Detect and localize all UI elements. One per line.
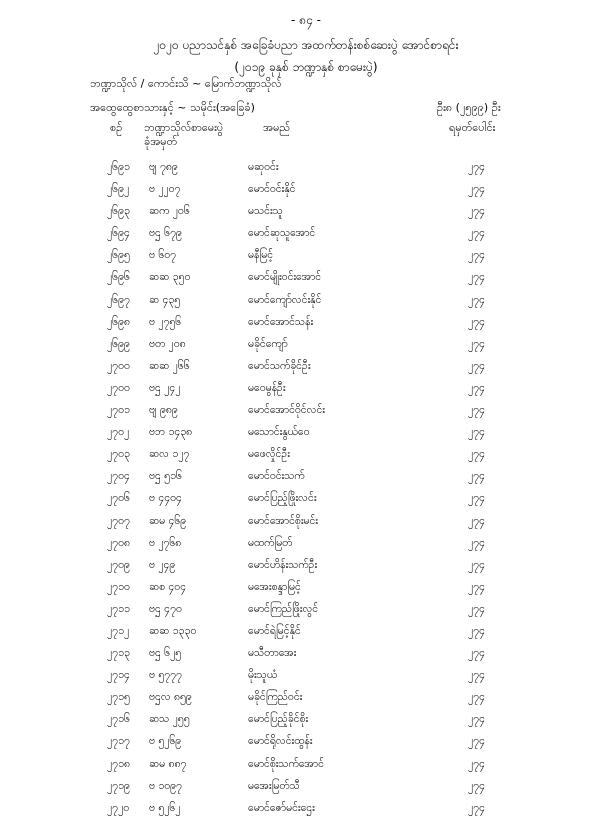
table-row: [0, 338, 612, 360]
candidate-name: မောင်ပြည့်ဖြိုးလင်း: [248, 492, 317, 505]
candidate-name: မဖေလှိုင်ဦး: [248, 448, 290, 461]
row-number: ၂၇၀၆: [107, 492, 130, 505]
table-row: [0, 294, 612, 316]
candidate-name: မောင်ဆုသူအောင်: [248, 227, 316, 240]
seat-number: ဗ ၄၄၀၄: [149, 492, 182, 505]
table-row: [0, 470, 612, 492]
row-number: ၂၆၉၉: [107, 337, 130, 350]
row-number: ၂၇၁၄: [107, 669, 130, 682]
candidate-name: မောင်ဝင်းသက်: [248, 470, 305, 483]
seat-number: ဗ ၂၄၉: [149, 558, 176, 571]
total-mark: ၂၇၄: [468, 757, 485, 770]
row-number: ၂၆၉၂: [107, 183, 130, 196]
seat-number: ဆမ ၄၆၉: [149, 514, 187, 527]
seat-number: ဆမ ၈၈၇: [149, 757, 187, 770]
seat-number: ဆဆ ၂၆၆: [149, 359, 190, 372]
candidate-name: မဆုဝင်း: [248, 161, 279, 173]
seat-number: ဆစ ၄၀၄: [149, 580, 187, 593]
seat-number: ဗဌ ၄၇၀: [149, 602, 182, 615]
total-mark: ၂၇၄: [468, 691, 485, 704]
row-number: ၂၆၉၃: [107, 205, 130, 218]
total-mark: ၂၇၄: [468, 624, 485, 637]
candidate-name: မောင်ရိုလင်းထွန်း: [248, 735, 313, 748]
seat-number: ဆ ၄၃၅: [149, 293, 181, 306]
seat-number: ဆလ ၁၂၇: [149, 448, 190, 461]
table-row: [0, 183, 612, 205]
table-row: [0, 559, 612, 581]
candidate-name: မထက်မြတ်: [248, 536, 293, 549]
document-subtitle: (၂၀၁၉ ခုနှစ် ဘဏ္ဍာနှစ် စာမေးပွဲ): [234, 60, 378, 74]
table-row: [0, 404, 612, 426]
candidate-name: မခိုင်ကျော်: [248, 337, 288, 350]
total-mark: ၂၇၄: [468, 448, 485, 461]
row-number: ၂၆၉၇: [107, 293, 130, 306]
seat-number: ဗ ၂၇၆၈: [149, 536, 182, 549]
seat-number: ဆဆ ၃၅၀: [149, 271, 191, 284]
seat-number: ဗတ ၂၀၈: [149, 337, 186, 350]
total-mark: ၂၇၄: [468, 470, 485, 483]
total-mark: ၂၇၄: [468, 558, 485, 571]
total-mark: ၂၇၄: [468, 183, 485, 196]
seat-number: ဆသ ၂၅၅: [149, 713, 190, 726]
row-number: ၂၇၁၃: [107, 647, 130, 660]
total-mark: ၂၇၄: [468, 426, 485, 439]
document-title: ၂၀၂၀ ပညာသင်နှစ် အခြေခံပညာ အထက်တန်းစစ်ဆေးပွဲ အောင်စာရင်း: [153, 38, 459, 52]
candidate-name: မနီမြင့်: [248, 249, 274, 262]
candidate-name: မောင်မျိုးဝင်းအောင်: [248, 271, 322, 284]
candidate-name: မောင်ကြည်ဖြိုးလွင်: [248, 602, 319, 615]
row-number: ၂၇၁၇: [107, 735, 130, 748]
candidate-name: မိုးသူယံ: [248, 669, 278, 682]
candidate-name: မောင်ဇော်မင်းဌေး: [248, 801, 315, 814]
row-number: ၂၇၀၁: [107, 404, 130, 417]
row-number: ၂၇၁၀: [107, 580, 130, 593]
row-number: ၂၇၀၈: [107, 536, 130, 549]
candidate-name: မသင်းသူ: [248, 205, 283, 218]
seat-number: ဗဌ ၆၇၉: [149, 227, 182, 240]
candidate-name: မောင်ရဲမြင့်နိုင်: [248, 624, 301, 637]
total-mark: ၂၇၄: [468, 536, 485, 549]
total-mark: ၂၇၄: [468, 669, 485, 682]
table-row: [0, 537, 612, 559]
row-number: ၂၇၁၂: [107, 624, 130, 637]
total-mark: ၂၇၄: [468, 647, 485, 660]
table-row: [0, 625, 612, 647]
table-row: [0, 780, 612, 802]
table-row: [0, 758, 612, 780]
seat-number: ဗဌ ၂၄၂: [149, 381, 181, 394]
table-row: [0, 492, 612, 514]
total-mark: ၂၇၄: [468, 337, 485, 350]
row-number: ၂၇၁၆: [107, 713, 130, 726]
seat-number: ဗျ ၉၈၉: [149, 404, 178, 417]
seat-number: ဗဘ ၁၄၃၈: [149, 426, 193, 439]
location-line: ဘဏ္ဍာသိုလ် / ကောင်းသိ ~ မြောက်ဘဏ္ဍာသိုလ်: [90, 77, 282, 90]
row-number: ၂၆၉၁: [107, 161, 130, 173]
seat-number: ဗ ၁၀၉၇: [149, 779, 182, 792]
row-number: ၂၆၉၆: [107, 271, 130, 284]
total-mark: ၂၇၄: [468, 161, 485, 173]
candidate-name: မခိုင်ကြည်ဝင်း: [248, 691, 303, 704]
seat-number: ဆက ၂၀၆: [149, 205, 190, 218]
candidate-name: မဝေမွန်ဦး: [248, 381, 286, 394]
candidate-name: မောင်အောင်သန်း: [248, 315, 314, 328]
seat-number: ဆဆ ၁၃၃၀: [149, 624, 197, 637]
candidate-name: မောင်သက်ခိုင်ဦး: [248, 359, 311, 372]
seat-number: ဗဌ ၆၂၅: [149, 647, 182, 660]
total-mark: ၂၇၄: [468, 293, 485, 306]
seat-number: ဗဌလ ၈၅၉: [149, 691, 192, 704]
table-row: [0, 669, 612, 691]
row-number: ၂၇၀၃: [107, 448, 130, 461]
total-mark: ၂၇၄: [468, 271, 485, 284]
candidate-name: မောင်ဟိန်းသက်ဦး: [248, 558, 318, 571]
table-row: [0, 691, 612, 713]
table-row: [0, 581, 612, 603]
table-row: [0, 713, 612, 735]
total-mark: ၂၇၄: [468, 801, 485, 814]
seat-number: ဗ ၂၇၅၆: [149, 315, 182, 328]
row-number: ၂၆၉၄: [107, 227, 130, 240]
row-number: ၂၇၁၁: [107, 602, 130, 615]
candidate-name: မောင်စိုးသက်အောင်: [248, 757, 324, 770]
table-row: [0, 271, 612, 293]
total-mark: ၂၇၄: [468, 713, 485, 726]
row-number: ၂၇၁၉: [107, 779, 130, 792]
row-number: ၂၇၁၈: [107, 757, 130, 770]
seat-number: ဗ ၂၂၀၇: [149, 183, 181, 196]
page-number: - ၈၄ -: [291, 13, 321, 27]
candidate-name: မောင်ကျော်လင်းနိုင်: [248, 293, 322, 306]
seat-number: ဗ ၆၀၇: [149, 249, 177, 262]
row-number: ၂၇၁၅: [107, 691, 130, 704]
table-row: [0, 802, 612, 824]
row-number: ၂၆၉၈: [107, 315, 130, 328]
column-header-seat-number: ဘဏ္ဍာသိုလ်စာမေးပွဲ ခုံအမှတ်: [144, 121, 224, 148]
seat-number: ဗ ၅၂၆၂: [149, 801, 181, 814]
total-mark: ၂၇၄: [468, 315, 485, 328]
row-number: ၂၇၀၂: [107, 426, 130, 439]
table-row: [0, 426, 612, 448]
column-header-no: စဉ်: [110, 121, 123, 134]
table-row: [0, 382, 612, 404]
candidate-name: မအေးမြတ်သီ: [248, 779, 300, 792]
total-mark: ၂၇၄: [468, 514, 485, 527]
total-mark: ၂၇၄: [468, 227, 485, 240]
table-row: [0, 316, 612, 338]
table-row: [0, 647, 612, 669]
total-mark: ၂၇၄: [468, 779, 485, 792]
candidate-name: မသောင်းနွယ်ဝေ: [248, 426, 310, 439]
table-row: [0, 448, 612, 470]
row-number: ၂၇၀၀: [107, 359, 130, 372]
section-line: အထွေထွေစာသားနှင့် ~ သမိုင်း(အခြေခံ): [90, 101, 255, 114]
total-mark: ၂၇၄: [468, 249, 485, 262]
candidate-name: မောင်အောင်ဝိုင်လင်း: [248, 404, 325, 417]
results-list: [0, 161, 612, 824]
table-row: [0, 735, 612, 757]
table-row: [0, 205, 612, 227]
row-number: ၂၇၂၀: [107, 801, 130, 814]
row-number: ၂၇၀၉: [107, 558, 130, 571]
column-header-mark: ရမှတ်ပေါင်း: [449, 121, 496, 134]
candidate-name: မသီတာအေး: [248, 647, 297, 660]
table-row: [0, 161, 612, 183]
column-header-name: အမည်: [263, 121, 291, 134]
total-mark: ၂၇၄: [468, 602, 485, 615]
table-row: [0, 249, 612, 271]
table-row: [0, 360, 612, 382]
candidate-name: မောင်ဝင်းနိုင်: [248, 183, 296, 196]
total-mark: ၂၇၄: [468, 492, 485, 505]
total-mark: ၂၇၄: [468, 404, 485, 417]
total-mark: ၂၇၄: [468, 381, 485, 394]
candidate-name: မောင်အောင်စိုးမင်း: [248, 514, 318, 527]
row-number: ၂၇၀၀: [107, 381, 130, 394]
seat-number: ဗ ၅၂၆၉: [149, 735, 182, 748]
row-number: ၂၇၀၇: [107, 514, 130, 527]
total-mark: ၂၇၄: [468, 735, 485, 748]
candidate-name: မောင်ပြည့်ခိုင်စိုး: [248, 713, 309, 726]
row-number: ၂၇၀၄: [107, 470, 130, 483]
row-number: ၂၆၉၅: [107, 249, 130, 262]
page-total: ဦး၈ (၂၅၉၉) ဦး: [437, 101, 501, 114]
total-mark: ၂၇၄: [468, 205, 485, 218]
table-row: [0, 603, 612, 625]
seat-number: ဗ ၅၇၇၇: [149, 669, 182, 682]
candidate-name: မအေးစန္ဒာမြင့်: [248, 580, 301, 593]
total-mark: ၂၇၄: [468, 359, 485, 372]
seat-number: ဗျ ၇၈၉: [149, 161, 178, 173]
total-mark: ၂၇၄: [468, 580, 485, 593]
table-row: [0, 227, 612, 249]
seat-number: ဗဌ ၅၁၆: [149, 470, 182, 483]
table-row: [0, 515, 612, 537]
